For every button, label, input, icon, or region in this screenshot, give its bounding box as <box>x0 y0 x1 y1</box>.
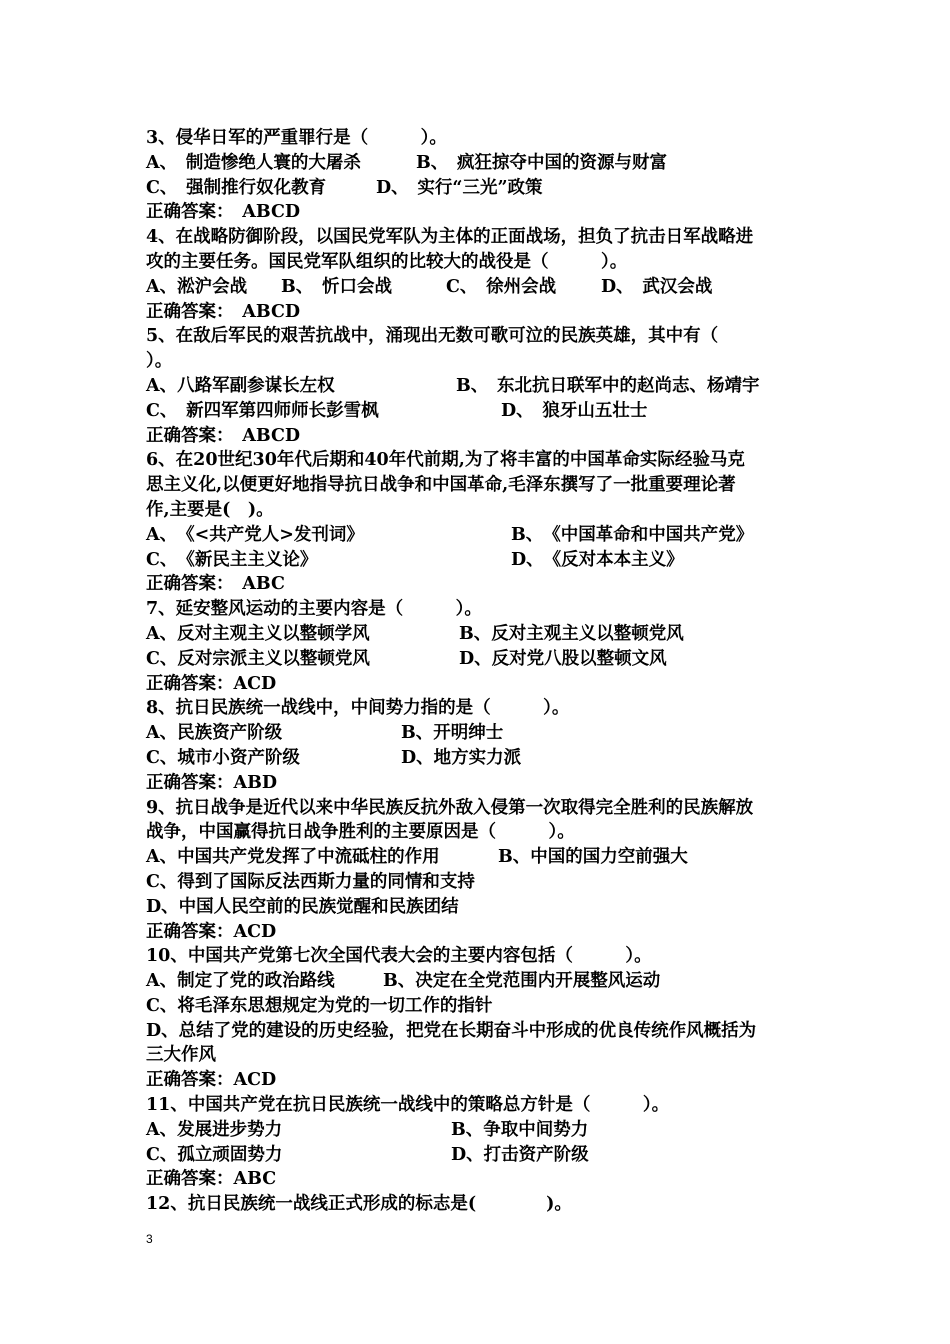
option-text: B、中国的国力空前强大 <box>498 847 688 868</box>
text-line <box>146 1192 816 1217</box>
text-line <box>146 1167 816 1192</box>
line-text: 作,主要是( )。 <box>146 499 274 520</box>
line-text: C、 《新民主主义论》 <box>146 549 318 570</box>
text-line <box>146 672 816 697</box>
line-text: C、反对宗派主义以整顿党风 <box>146 648 370 669</box>
text-line <box>146 151 816 176</box>
text-line <box>146 1143 816 1168</box>
text-line <box>146 944 816 969</box>
text-line <box>146 424 816 449</box>
text-line <box>146 721 816 746</box>
line-text: A、反对主观主义以整顿学风 <box>146 623 370 644</box>
line-text: A、中国共产党发挥了中流砥柱的作用 <box>146 847 440 868</box>
text-line <box>146 1019 816 1044</box>
text-line <box>146 1043 816 1068</box>
text-line <box>146 473 816 498</box>
page-number: 3 <box>146 1232 153 1246</box>
text-line <box>146 523 816 548</box>
text-line <box>146 1068 816 1093</box>
text-line <box>146 300 816 325</box>
line-text: 战争，中国赢得抗日战争胜利的主要原因是（ ）。 <box>146 822 575 843</box>
text-line <box>146 250 816 275</box>
text-line <box>146 1093 816 1118</box>
text-line <box>146 597 816 622</box>
option-text: B、 《中国革命和中国共产党》 <box>511 524 754 545</box>
line-text: 正确答案：ABC <box>146 1169 277 1190</box>
line-text: A、 《<共产党人>发刊词》 <box>146 524 364 545</box>
option-text: D、地方实力派 <box>401 747 522 768</box>
option-text: D、 《反对本本主义》 <box>511 549 684 570</box>
line-text: 正确答案： ABCD <box>146 202 301 223</box>
line-text: C、 强制推行奴化教育 <box>146 177 327 198</box>
line-text: 9、抗日战争是近代以来中华民族反抗外敌入侵第一次取得完全胜利的民族解放 <box>146 797 754 818</box>
text-line <box>146 647 816 672</box>
line-text: 正确答案： ABCD <box>146 425 301 446</box>
line-text: 7、延安整风运动的主要内容是（ ）。 <box>146 599 482 620</box>
text-line <box>146 374 816 399</box>
option-text: B、 疯狂掠夺中国的资源与财富 <box>416 152 668 173</box>
document-body <box>146 126 816 1217</box>
line-text: 6、在20世纪30年代后期和40年代前期,为了将丰富的中国革命实际经验马克 <box>146 450 745 471</box>
text-line <box>146 548 816 573</box>
text-line <box>146 200 816 225</box>
option-text: D、 狼牙山五壮士 <box>501 400 648 421</box>
line-text: A、发展进步势力 <box>146 1119 283 1140</box>
text-line <box>146 771 816 796</box>
text-line <box>146 920 816 945</box>
text-line <box>146 820 816 845</box>
line-text: C、城市小资产阶级 <box>146 747 300 768</box>
text-line <box>146 696 816 721</box>
option-text: D、 实行“三光”政策 <box>376 177 543 198</box>
line-text: A、民族资产阶级 <box>146 723 283 744</box>
text-line <box>146 126 816 151</box>
line-text: 3、侵华日军的严重罪行是（ ）。 <box>146 128 447 148</box>
line-text: D、总结了党的建设的历史经验，把党在长期奋斗中形成的优良传统作风概括为 <box>146 1020 757 1041</box>
line-text: ）。 <box>146 351 173 372</box>
line-text: 正确答案：ACD <box>146 1070 277 1091</box>
line-text: D、中国人民空前的民族觉醒和民族团结 <box>146 896 459 917</box>
line-text: C、 新四军第四师师长彭雪枫 <box>146 400 379 421</box>
line-text: C、孤立顽固势力 <box>146 1144 283 1165</box>
line-text: 12、抗日民族统一战线正式形成的标志是( )。 <box>146 1194 572 1215</box>
option-text: B、决定在全党范围内开展整风运动 <box>383 971 661 992</box>
text-line <box>146 895 816 920</box>
line-text: 三大作风 <box>146 1045 216 1066</box>
option-text: D、反对党八股以整顿文风 <box>459 648 667 669</box>
text-line <box>146 448 816 473</box>
text-line <box>146 572 816 597</box>
line-text: 正确答案：ABD <box>146 772 278 793</box>
text-line <box>146 845 816 870</box>
line-text: 正确答案：ACD <box>146 921 277 942</box>
line-text: 5、在敌后军民的艰苦抗战中，涌现出无数可歌可泣的民族英雄，其中有（ <box>146 326 719 347</box>
line-text: A、八路军副参谋长左权 <box>146 375 335 396</box>
text-line <box>146 870 816 895</box>
option-text: D、打击资产阶级 <box>451 1144 589 1165</box>
text-line <box>146 324 816 349</box>
text-line <box>146 622 816 647</box>
text-line <box>146 275 816 300</box>
line-text: C、得到了国际反法西斯力量的同情和支持 <box>146 871 475 892</box>
option-text: D、 武汉会战 <box>601 276 713 297</box>
text-line <box>146 994 816 1019</box>
option-text: B、 东北抗日联军中的赵尚志、杨靖宇 <box>456 375 760 396</box>
line-text: 思主义化,以便更好地指导抗日战争和中国革命,毛泽东撰写了一批重要理论著 <box>146 475 736 496</box>
line-text: 正确答案： ABC <box>146 574 285 595</box>
text-line <box>146 498 816 523</box>
text-line <box>146 176 816 201</box>
line-text: 10、中国共产党第七次全国代表大会的主要内容包括（ ）。 <box>146 946 652 967</box>
line-text: A、制定了党的政治路线 <box>146 971 335 992</box>
text-line <box>146 796 816 821</box>
line-text: 攻的主要任务。国民党军队组织的比较大的战役是（ ）。 <box>146 251 628 272</box>
line-text: A、 制造惨绝人寰的大屠杀 <box>146 152 361 173</box>
line-text: 8、抗日民族统一战线中，中间势力指的是（ ）。 <box>146 698 570 719</box>
text-line <box>146 399 816 424</box>
line-text: C、将毛泽东思想规定为党的一切工作的指针 <box>146 995 493 1016</box>
text-line <box>146 1118 816 1143</box>
option-text: B、 忻口会战 <box>281 276 393 297</box>
text-line <box>146 746 816 771</box>
option-text: B、争取中间势力 <box>451 1119 589 1140</box>
option-text: C、 徐州会战 <box>446 276 557 297</box>
line-text: 4、在战略防御阶段，以国民党军队为主体的正面战场，担负了抗击日军战略进 <box>146 227 754 248</box>
line-text: A、淞沪会战 <box>146 276 248 297</box>
line-text: 11、中国共产党在抗日民族统一战线中的策略总方针是（ ）。 <box>146 1095 670 1116</box>
option-text: B、开明绅士 <box>401 723 504 744</box>
text-line <box>146 349 816 374</box>
line-text: 正确答案： ABCD <box>146 301 301 322</box>
text-line <box>146 225 816 250</box>
option-text: B、反对主观主义以整顿党风 <box>459 623 684 644</box>
text-line <box>146 969 816 994</box>
line-text: 正确答案：ACD <box>146 673 277 694</box>
